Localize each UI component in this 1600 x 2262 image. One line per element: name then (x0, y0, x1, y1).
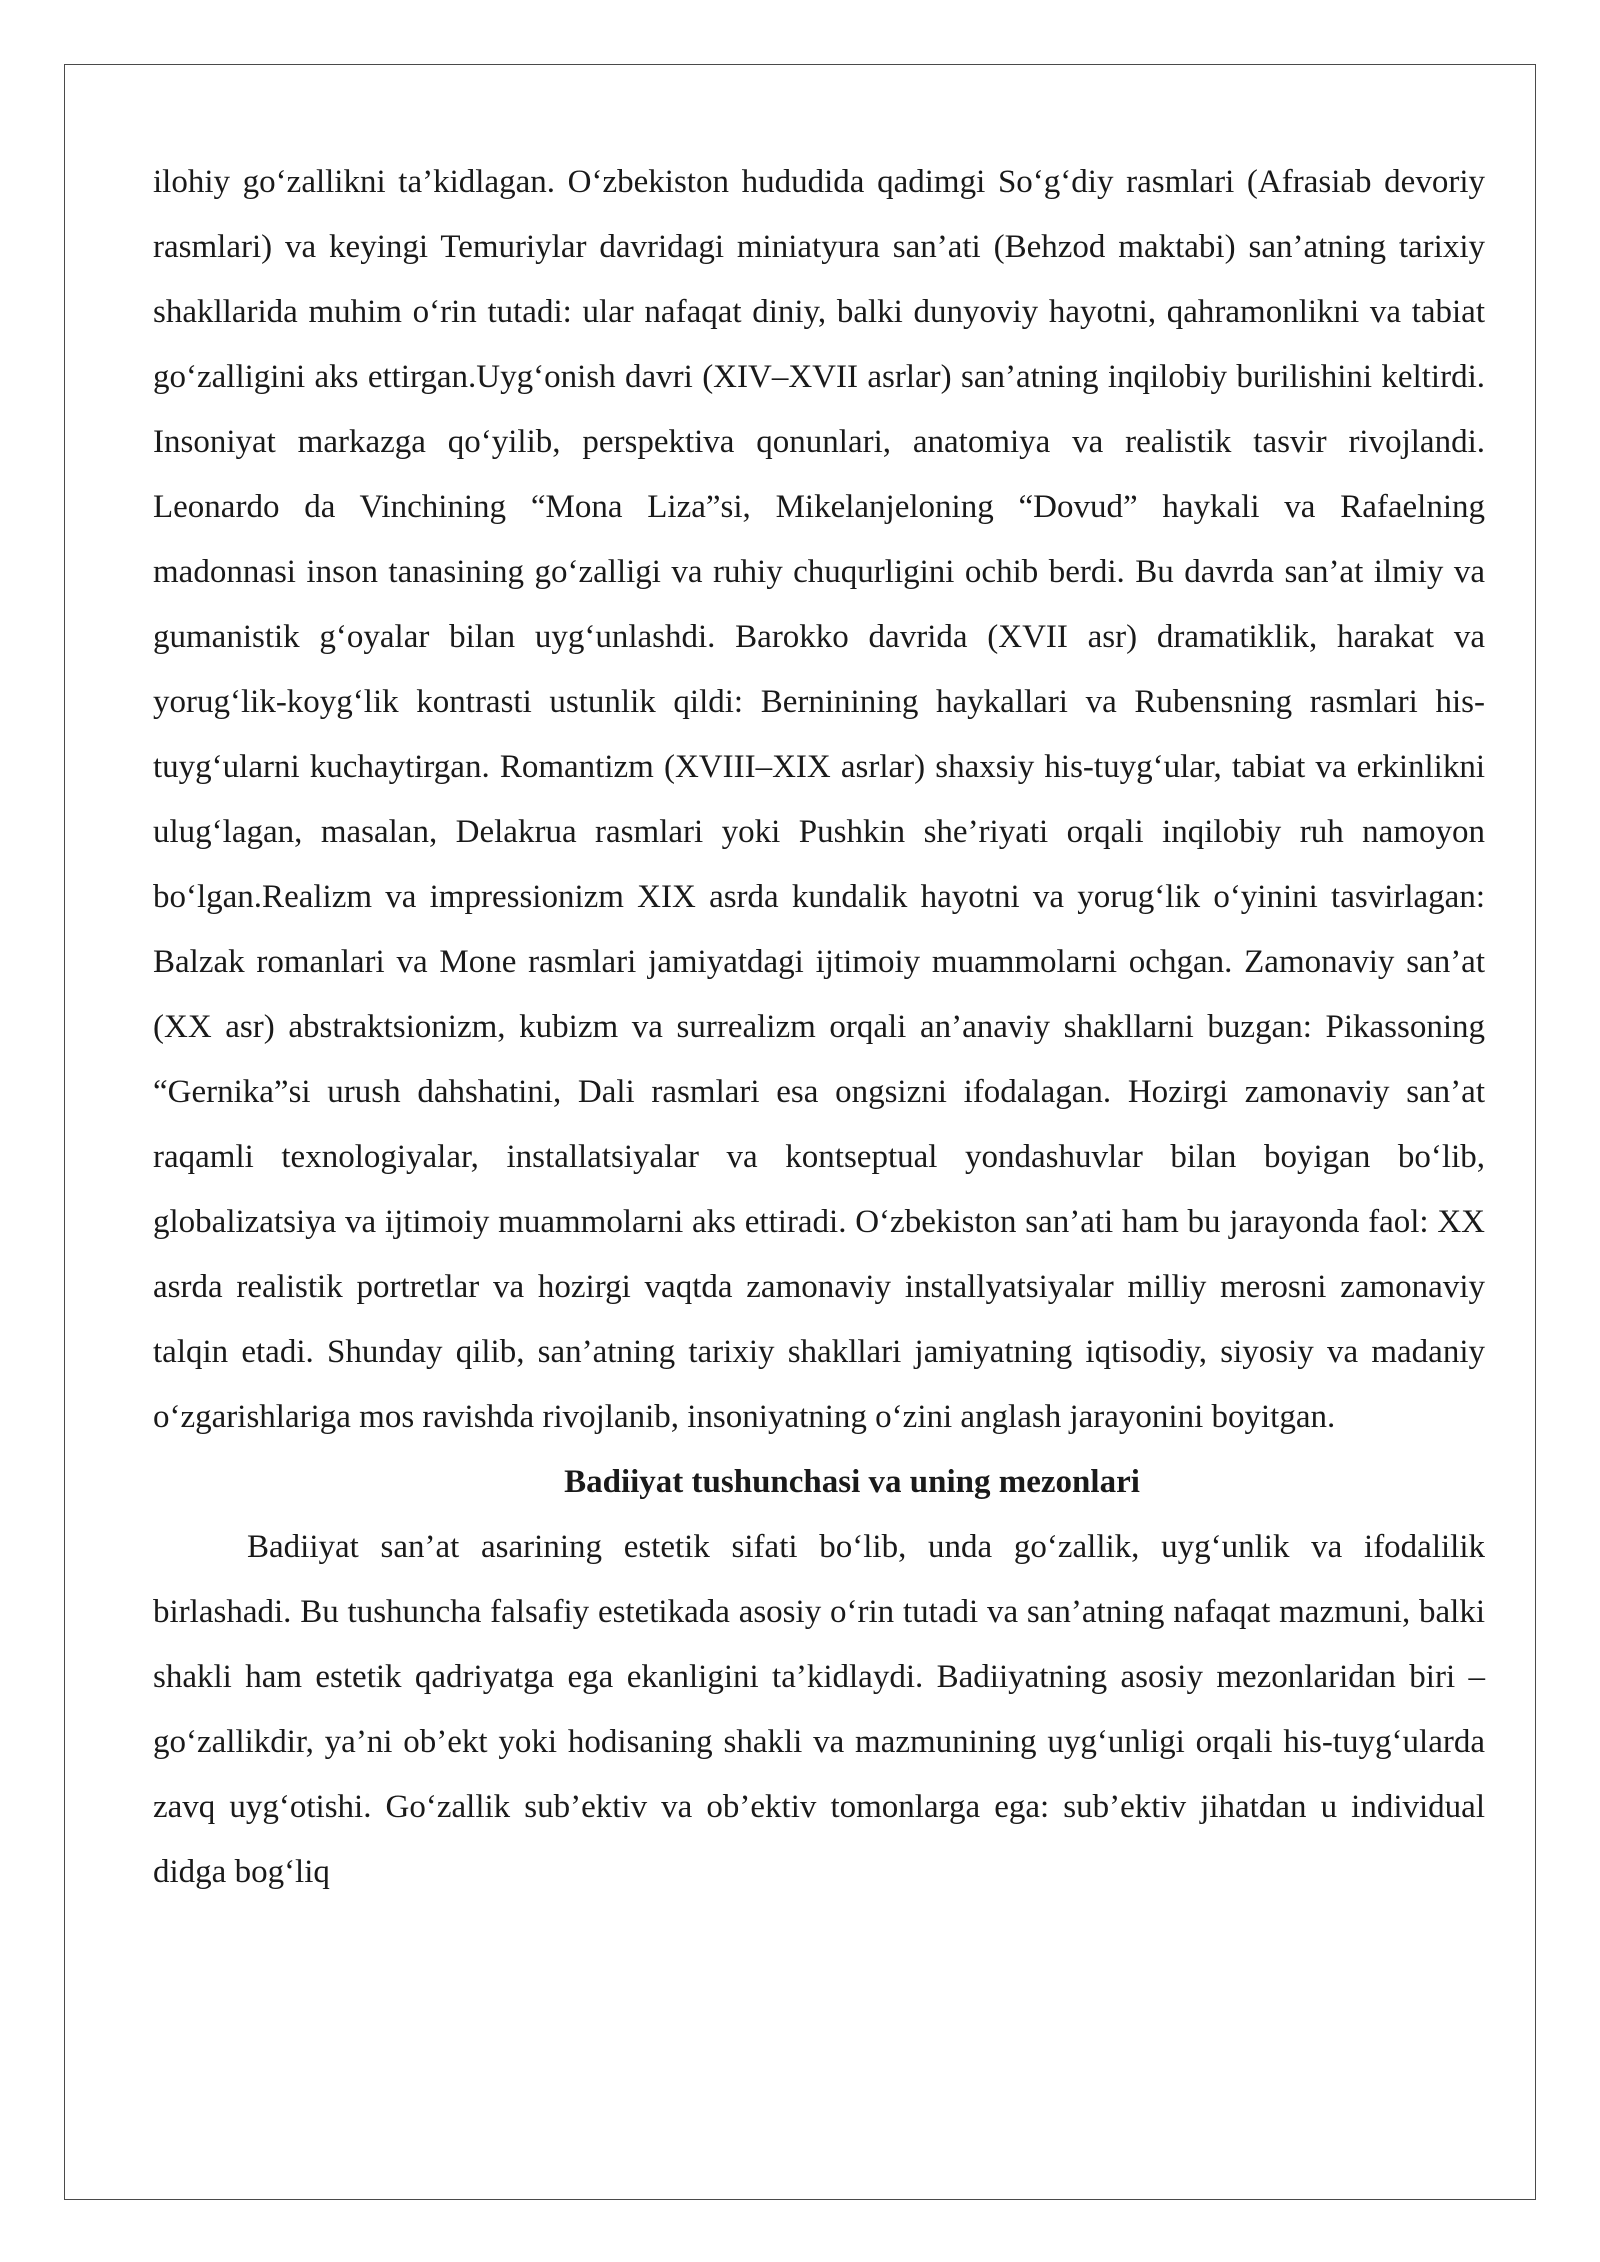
section-heading: Badiiyat tushunchasi va uning mezonlari (564, 1464, 1140, 1500)
body-paragraph: ilohiy go‘zallikni ta’kidlagan. O‘zbekiston hududida qadimgi So‘g‘diy rasmlari (Afrasiab devoriy rasmlari) va keyingi Temuriylar davridagi miniatyura san’ati (Behzod maktabi) san’atning tarixiy shakllarida muhim o‘rin tutadi: ular nafaqat diniy, balki dunyoviy hayotni, qahramonlikni va tabiat go‘zalligini aks ettirgan.Uyg‘onish davri (XIV–XVII asrlar) san’atning inqilobiy burilishini keltirdi. Insoniyat markazga qo‘yilib, perspektiva qonunlari, anatomiya va realistik tasvir rivojlandi. Leonardo da Vinchining “Mona Liza”si, Mikelanjeloning “Dovud” haykali va Rafaelning madonnasi inson tanasining go‘zalligi va ruhiy chuqurligini ochib berdi. Bu davrda san’at ilmiy va gumanistik g‘oyalar bilan uyg‘unlashdi. Barokko davrida (XVII asr) dramatiklik, harakat va yorug‘lik-koyg‘lik kontrasti ustunlik qildi: Berninining haykallari va Rubensning rasmlari his-tuyg‘ularni kuchaytirgan. Romantizm (XVIII–XIX asrlar) shaxsiy his-tuyg‘ular, tabiat va erkinlikni ulug‘lagan, masalan, Delakrua rasmlari yoki Pushkin she’riyati orqali inqilobiy ruh namoyon bo‘lgan.Realizm va impressionizm XIX asrda kundalik hayotni va yorug‘lik o‘yinini tasvirlagan: Balzak romanlari va Mone rasmlari jamiyatdagi ijtimoiy muammolarni ochgan. Zamonaviy san’at (XX asr) abstraktsionizm, kubizm va surrealizm orqali an’anaviy shakllarni buzgan: Pikassoning “Gernika”si urush dahshatini, Dali rasmlari esa ongsizni ifodalagan. Hozirgi zamonaviy san’at raqamli texnologiyalar, installatsiyalar va kontseptual yondashuvlar bilan boyigan bo‘lib, globalizatsiya va ijtimoiy muammolarni aks ettiradi. O‘zbekiston san’ati ham bu jarayonda faol: XX asrda realistik portretlar va hozirgi vaqtda zamonaviy installyatsiyalar milliy merosni zamonaviy talqin etadi. Shunday qilib, san’atning tarixiy shakllari jamiyatning iqtisodiy, siyosiy va madaniy o‘zgarishlariga mos ravishda rivojlanib, insoniyatning o‘zini anglash jarayonini boyitgan. (153, 164, 1485, 1435)
document-body (153, 150, 1485, 1905)
body-paragraph-indented: Badiiyat san’at asarining estetik sifati bo‘lib, unda go‘zallik, uyg‘unlik va ifodalilik birlashadi. Bu tushuncha falsafiy estetikada asosiy o‘rin tutadi va san’atning nafaqat mazmuni, balki shakli ham estetik qadriyatga ega ekanligini ta’kidlaydi. Badiiyatning asosiy mezonlaridan biri – go‘zallikdir, ya’ni ob’ekt yoki hodisaning shakli va mazmunining uyg‘unligi orqali his-tuyg‘ularda zavq uyg‘otishi. Go‘zallik sub’ektiv va ob’ektiv tomonlarga ega: sub’ektiv jihatdan u individual didga bog‘liq (153, 1529, 1485, 1890)
